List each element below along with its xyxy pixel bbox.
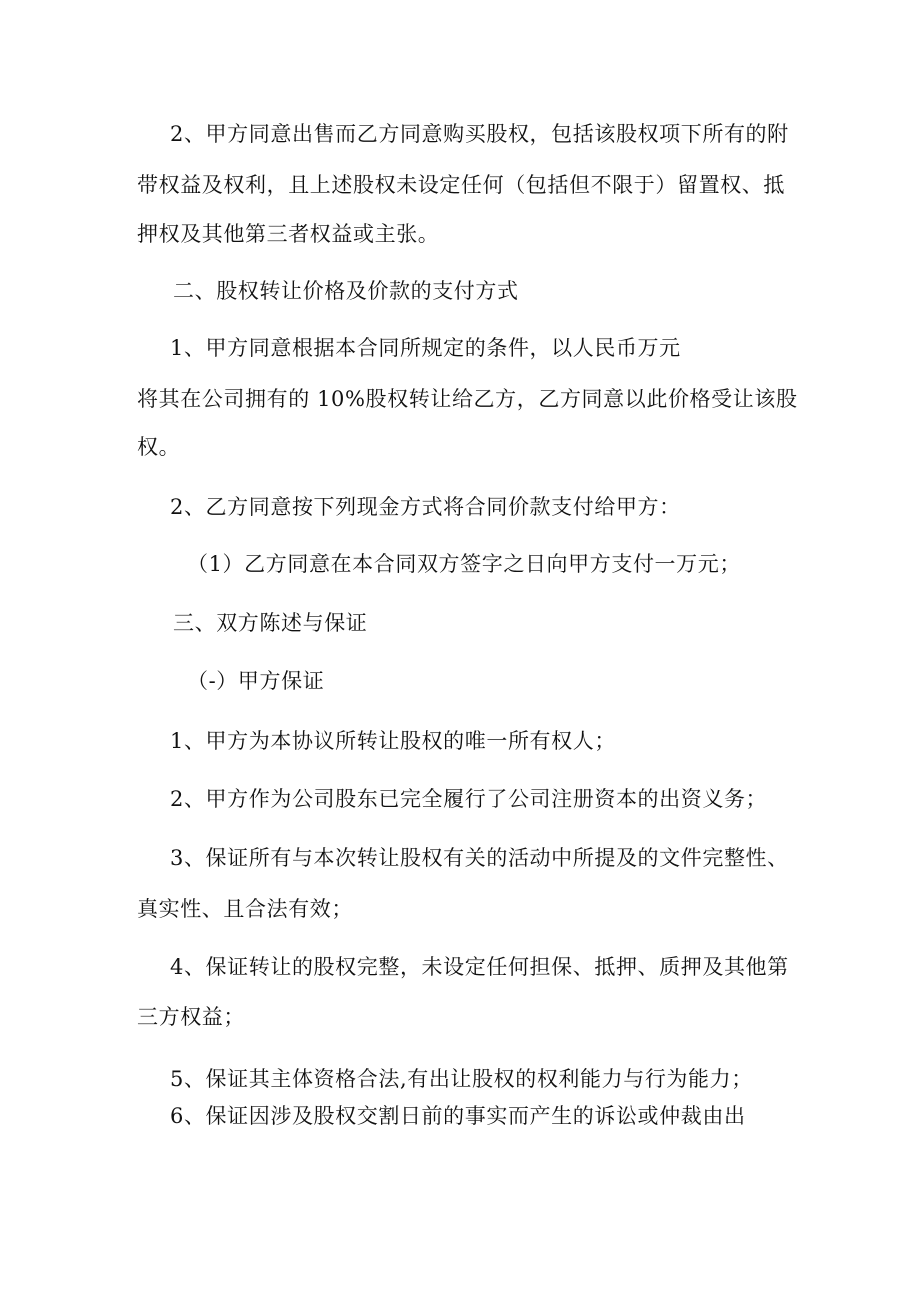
paragraph-line: 4、保证转让的股权完整，未设定任何担保、抵押、质押及其他第 bbox=[170, 955, 789, 979]
paragraph-line: 2、甲方同意出售而乙方同意购买股权，包括该股权项下所有的附 bbox=[170, 122, 789, 146]
paragraph-line: 三方权益； bbox=[137, 1005, 245, 1029]
paragraph-line: 6、保证因涉及股权交割日前的事实而产生的诉讼或仲裁由出 bbox=[170, 1104, 746, 1128]
paragraph-line: 带权益及权利，且上述股权未设定任何（包括但不限于）留置权、抵 bbox=[137, 173, 785, 197]
paragraph-line: 2、甲方作为公司股东已完全履行了公司注册资本的出资义务； bbox=[170, 787, 768, 811]
subsection-heading: （-）甲方保证 bbox=[187, 669, 325, 693]
section-heading: 三、双方陈述与保证 bbox=[173, 611, 368, 635]
paragraph-line: 2、乙方同意按下列现金方式将合同价款支付给甲方： bbox=[170, 495, 681, 519]
paragraph-line: 1、甲方为本协议所转让股权的唯一所有权人； bbox=[170, 729, 616, 753]
paragraph-line: 3、保证所有与本次转让股权有关的活动中所提及的文件完整性、 bbox=[170, 846, 789, 870]
paragraph-line: 1、甲方同意根据本合同所规定的条件，以人民币万元 bbox=[170, 336, 681, 360]
paragraph-line: 权。 bbox=[137, 435, 181, 459]
section-heading: 二、股权转让价格及价款的支付方式 bbox=[173, 279, 519, 303]
paragraph-line: 将其在公司拥有的 10%股权转让给乙方，乙方同意以此价格受让该股 bbox=[137, 387, 798, 411]
paragraph-line: 真实性、且合法有效； bbox=[137, 897, 353, 921]
paragraph-line: 5、保证其主体资格合法,有出让股权的权利能力与行为能力； bbox=[170, 1067, 753, 1091]
paragraph-line: （1）乙方同意在本合同双方签字之日向甲方支付一万元； bbox=[187, 552, 741, 576]
paragraph-line: 押权及其他第三者权益或主张。 bbox=[137, 222, 440, 246]
